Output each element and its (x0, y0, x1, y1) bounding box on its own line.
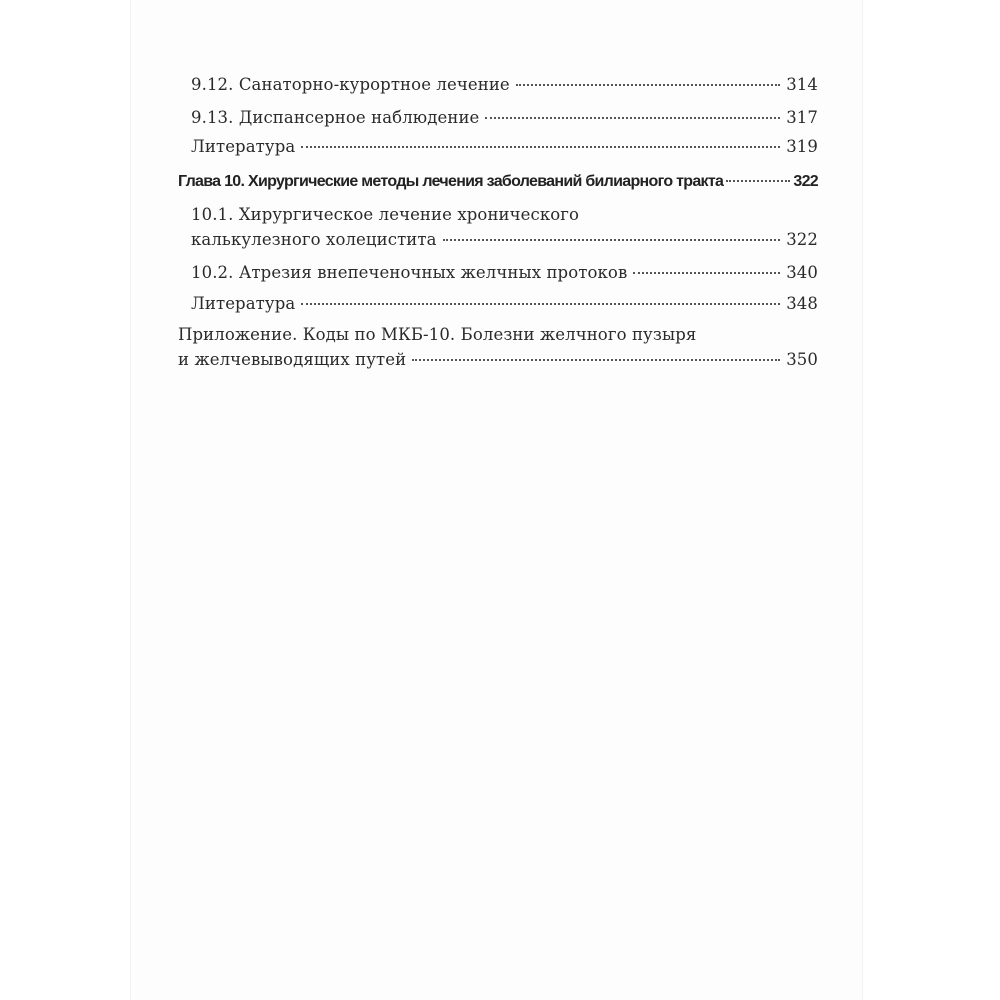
toc-chapter-title: Глава 10. Хирургические методы лечения заболеваний билиарного тракта (178, 173, 724, 190)
toc-entry-title: 9.12. Санаторно-курортное лечение (191, 75, 510, 94)
toc-entry-10-1 (178, 202, 818, 252)
dot-leader (726, 180, 790, 182)
toc-page-number: 319 (786, 137, 818, 156)
toc-page-number: 350 (786, 350, 818, 369)
toc-entry-title: 10.2. Атрезия внепеченочных желчных протоков (191, 263, 628, 282)
dot-leader (485, 117, 780, 119)
dot-leader (633, 272, 780, 274)
toc-page-number: 314 (786, 75, 818, 94)
toc-entry-title-line2: калькулезного холецистита (191, 230, 437, 249)
toc-page-number: 317 (786, 108, 818, 127)
toc-chapter-10 (178, 169, 818, 194)
toc-page-number: 348 (786, 294, 818, 313)
toc-entry-title-line1: 10.1. Хирургическое лечение хронического (191, 205, 580, 224)
toc-page-number: 322 (786, 230, 818, 249)
toc-entry-title: Литература (191, 137, 296, 156)
toc-entry-title: Литература (191, 294, 296, 313)
toc-page-number: 340 (786, 263, 818, 282)
dot-leader (301, 303, 780, 305)
toc-entry-10-2 (178, 260, 818, 285)
toc-page-number: 322 (793, 173, 818, 190)
toc-entry-literature-ch9 (178, 134, 818, 159)
table-of-contents (178, 72, 818, 372)
dot-leader (412, 359, 780, 361)
toc-entry-title-line1: Приложение. Коды по МКБ-10. Болезни желчного пузыря (178, 325, 697, 344)
toc-entry-title: 9.13. Диспансерное наблюдение (191, 108, 480, 127)
toc-entry-literature-ch10 (178, 291, 818, 316)
toc-entry-9-13 (178, 105, 818, 130)
dot-leader (301, 146, 780, 148)
dot-leader (443, 239, 781, 241)
toc-entry-appendix (178, 322, 818, 372)
toc-entry-9-12 (178, 72, 818, 97)
toc-entry-title-line2: и желчевыводящих путей (178, 350, 407, 369)
dot-leader (516, 84, 780, 86)
